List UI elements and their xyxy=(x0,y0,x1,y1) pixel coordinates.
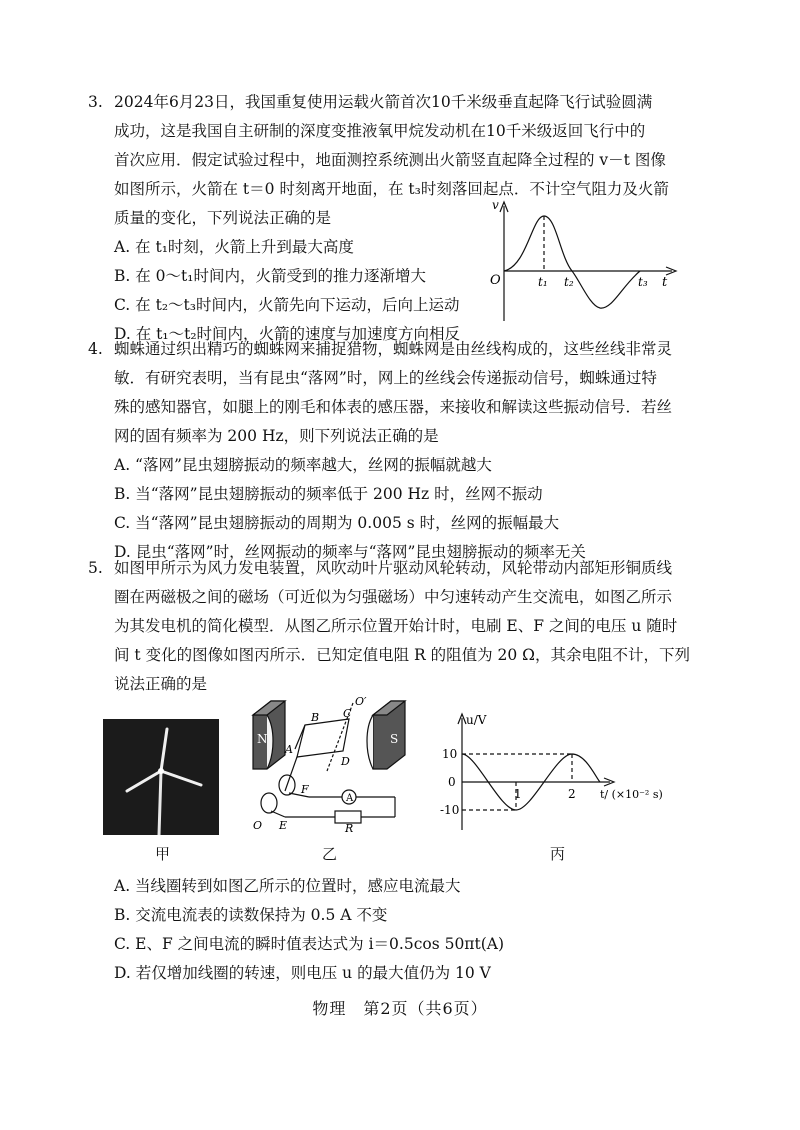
brush-e: E xyxy=(279,819,288,832)
caption-jia: 甲 xyxy=(155,845,171,863)
x1-label: 1 xyxy=(514,787,522,801)
question-3: 3. 2024年6月23日，我国重复使用运载火箭首次10千米级垂直起降飞行试验圆满 成功，这是我国自主研制的深度变推液氧甲烷发动机在10千米级返回飞行中的 首次应用．假定试验过程中，地面测控系统测出火箭竖直起降全过程的 v－t 图像 如图所示，火箭在 t＝0 时刻离开地面，在 t₃时刻落回起点．不计空气阻力及火箭 质量的变化，下列说法正确的是 A. 在 t₁时刻，火箭上升到最大高度 B. 在 0～t₁时间内，火箭受到的推力逐渐增大 C. 在 t₂～t₃时间内，火箭先向下运动，后向上运动 D. 在 t₁～t₂时间内，火箭的速度与加速度方向相反 xyxy=(88,88,700,349)
q5-option-a[interactable]: A. 当线圈转到如图乙所示的位置时，感应电流最大 xyxy=(114,877,461,895)
label-c: C xyxy=(343,707,352,720)
q3-option-c[interactable]: C. 在 t₂～t₃时间内，火箭先向下运动，后向上运动 xyxy=(114,296,460,314)
t-axis-unit: t/ (×10⁻² s) xyxy=(600,788,663,801)
u-axis-label: u/V xyxy=(466,713,487,727)
q4-option-b[interactable]: B. 当“落网”昆虫翅膀振动的频率低于 200 Hz 时，丝网不振动 xyxy=(114,485,543,503)
t3-label: t₃ xyxy=(638,275,648,289)
label-d: D xyxy=(341,755,350,768)
question-4: 4. 蜘蛛通过织出精巧的蜘蛛网来捕捉猎物，蜘蛛网是由丝线构成的，这些丝线非常灵 敏．有研究表明，当有昆虫“落网”时，网上的丝线会传递振动信号，蜘蛛通过特 殊的感知器官，如腿上的刚毛和体表的感压器，来接收和解读这些振动信号．若丝 网的固有频率为 200 Hz，则下列说法正确的是 A. “落网”昆虫翅膀振动的频率越大，丝网的振幅就越大 B. 当“落网”昆虫翅膀振动的频率低于 200 Hz 时，丝网不振动 C. 当“落网”昆虫翅膀振动的周期为 0.005 s 时，丝网的振幅最大 D. 昆虫“落网”时，丝网振动的频率与“落网”昆虫翅膀振动的频率无关 xyxy=(88,335,700,567)
caption-bing: 丙 xyxy=(550,845,566,863)
y-max-label: 10 xyxy=(442,747,458,761)
vt-graph xyxy=(482,196,682,336)
x2-label: 2 xyxy=(568,787,576,801)
q4-option-d[interactable]: D. 昆虫“落网”时，丝网振动的频率与“落网”昆虫翅膀振动的频率无关 xyxy=(114,543,586,561)
page-footer: 物理 第2页（共6页） xyxy=(312,999,488,1018)
generator-diagram xyxy=(245,693,415,833)
t-axis-label: t xyxy=(662,275,668,290)
q5-option-d[interactable]: D. 若仅增加线圈的转速，则电压 u 的最大值仍为 10 V xyxy=(114,964,491,982)
magnet-s: S xyxy=(390,732,399,746)
t2-label: t₂ xyxy=(564,275,574,289)
magnet-n: N xyxy=(257,732,268,746)
axis-o-prime: O′ xyxy=(355,695,367,708)
v-axis-label: v xyxy=(492,198,499,212)
question-5-options xyxy=(88,872,700,988)
q3-option-d[interactable]: D. 在 t₁～t₂时间内，火箭的速度与加速度方向相反 xyxy=(114,325,461,343)
ut-graph xyxy=(440,712,680,832)
wind-turbine-photo xyxy=(103,719,219,835)
t1-label: t₁ xyxy=(538,275,548,289)
q4-option-a[interactable]: A. “落网”昆虫翅膀振动的频率越大，丝网的振幅就越大 xyxy=(114,456,492,474)
q4-option-c[interactable]: C. 当“落网”昆虫翅膀振动的周期为 0.005 s 时，丝网的振幅最大 xyxy=(114,514,560,532)
q3-option-b[interactable]: B. 在 0～t₁时间内，火箭受到的推力逐渐增大 xyxy=(114,267,426,285)
caption-yi: 乙 xyxy=(322,845,338,863)
ammeter-label: A xyxy=(346,793,354,804)
axis-o: O xyxy=(253,819,263,832)
q5-option-c[interactable]: C. E、F 之间电流的瞬时值表达式为 i＝0.5cos 50πt(A) xyxy=(114,935,505,953)
q3-option-a[interactable]: A. 在 t₁时刻，火箭上升到最大高度 xyxy=(114,238,354,256)
label-a: A xyxy=(285,743,293,756)
question-5: 5. 如图甲所示为风力发电装置，风吹动叶片驱动风轮转动，风轮带动内部矩形铜质线 圈在两磁极之间的磁场（可近似为匀强磁场）中匀速转动产生交流电，如图乙所示 为其发电机的简化模型．从图乙所示位置开始计时，电刷 E、F 之间的电压 u 随时 间 t 变化的图像如图丙所示．已知定值电阻 R 的阻值为 20 Ω，其余电阻不计，下列 说法正确的是 xyxy=(88,559,691,693)
brush-f: F xyxy=(301,783,309,796)
resistor-r: R xyxy=(345,822,354,833)
label-b: B xyxy=(311,711,320,724)
origin-label: O xyxy=(490,273,501,288)
zero-label: 0 xyxy=(448,775,456,789)
q5-option-b[interactable]: B. 交流电流表的读数保持为 0.5 A 不变 xyxy=(114,906,388,924)
y-min-label: -10 xyxy=(440,803,460,817)
